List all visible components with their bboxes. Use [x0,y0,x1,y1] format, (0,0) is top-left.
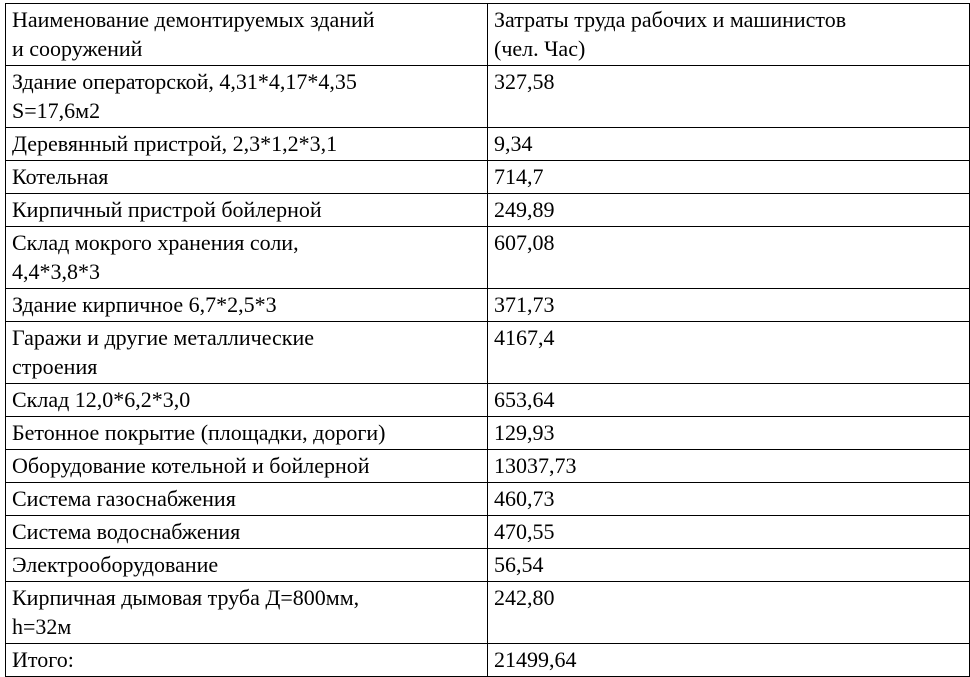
total-value-cell: 21499,64 [488,644,970,677]
table-row [6,516,970,549]
header-name-line-1: Наименование демонтируемых зданий [12,7,375,32]
row-labor-cell: 4167,4 [488,322,970,384]
row-name-cell [6,384,488,417]
table-row [6,227,970,289]
row-name-line: Котельная [12,164,109,189]
row-name-cell [6,417,488,450]
row-name-cell [6,194,488,227]
row-name-cell [6,549,488,582]
row-name-line: Кирпичный пристрой бойлерной [12,197,322,222]
row-name-line: Система водоснабжения [12,519,241,544]
table-row [6,450,970,483]
row-name-line: Оборудование котельной и бойлерной [12,453,370,478]
row-name-line: Здание операторской, 4,31*4,17*4,35 [12,69,357,94]
row-labor-cell: 56,54 [488,549,970,582]
row-name-line: Электрооборудование [12,552,219,577]
row-name-line: Бетонное покрытие (площадки, дороги) [12,420,386,445]
row-labor-cell: 249,89 [488,194,970,227]
row-name-line: Кирпичная дымовая труба Д=800мм, [12,585,360,610]
table-row [6,384,970,417]
row-name-line: строения [12,354,98,379]
row-labor-cell: 460,73 [488,483,970,516]
row-labor-cell: 714,7 [488,161,970,194]
row-name-cell [6,66,488,128]
row-name-line: Гаражи и другие металлические [12,325,315,350]
row-labor-cell: 327,58 [488,66,970,128]
header-labor-line-1: Затраты труда рабочих и машинистов [494,7,847,32]
total-label-cell: Итого: [6,644,488,677]
total-row [6,644,970,677]
row-name-cell [6,227,488,289]
row-name-cell [6,289,488,322]
row-labor-cell: 13037,73 [488,450,970,483]
row-name-line: Здание кирпичное 6,7*2,5*3 [12,292,277,317]
header-name-line-2: и сооружений [12,36,143,61]
table-row [6,549,970,582]
row-name-cell [6,516,488,549]
row-name-cell [6,161,488,194]
table-row [6,194,970,227]
row-name-line: Склад мокрого хранения соли, [12,230,299,255]
row-labor-cell: 129,93 [488,417,970,450]
table-body [6,4,970,677]
table-row [6,483,970,516]
row-name-line: S=17,6м2 [12,98,101,123]
header-labor-cell [488,4,970,66]
header-name-cell [6,4,488,66]
row-name-cell [6,582,488,644]
table-row [6,417,970,450]
row-labor-cell: 653,64 [488,384,970,417]
table-row [6,66,970,128]
header-labor-line-2: (чел. Час) [494,36,586,61]
row-name-line: h=32м [12,614,72,639]
row-name-cell [6,128,488,161]
row-name-line: Деревянный пристрой, 2,3*1,2*3,1 [12,131,338,156]
table-row [6,289,970,322]
row-labor-cell: 242,80 [488,582,970,644]
row-name-cell [6,450,488,483]
row-labor-cell: 9,34 [488,128,970,161]
row-name-cell [6,322,488,384]
row-name-line: Система газоснабжения [12,486,236,511]
row-labor-cell: 470,55 [488,516,970,549]
header-row [6,4,970,66]
table-row [6,322,970,384]
table-row [6,582,970,644]
row-name-line: Склад 12,0*6,2*3,0 [12,387,191,412]
demolition-labor-table [5,3,970,677]
row-labor-cell: 371,73 [488,289,970,322]
table-row [6,128,970,161]
row-name-cell [6,483,488,516]
row-name-line: 4,4*3,8*3 [12,259,100,284]
table-row [6,161,970,194]
row-labor-cell: 607,08 [488,227,970,289]
